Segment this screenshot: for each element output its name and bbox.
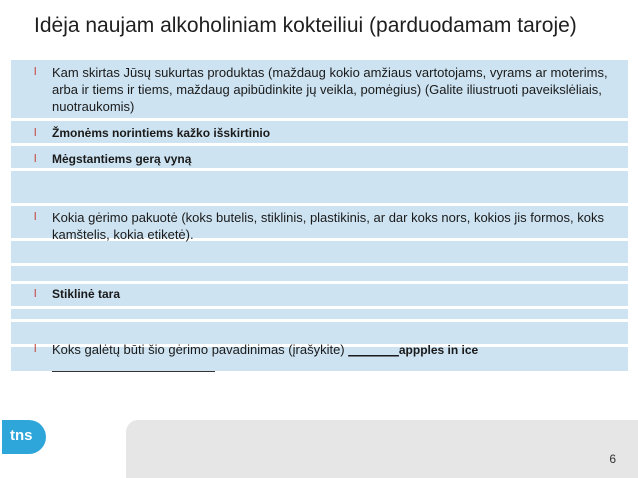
bullet-icon: l xyxy=(34,66,37,78)
bullet-icon: l xyxy=(34,343,37,355)
list-item-text: Kokia gėrimo pakuotė (koks butelis, stiklinis, plastikinis, ar dar koks nors, kokios jis formos, koks kamštelis, kokia etiketė). xyxy=(52,210,604,242)
band-9 xyxy=(11,309,628,319)
tns-logo xyxy=(2,420,46,454)
bullet-icon: l xyxy=(34,127,37,139)
question-text: Koks galėtų būti šio gėrimo pavadinimas (įrašykite) xyxy=(52,342,349,357)
list-item-text: Žmonėms norintiems kažko išskirtinio xyxy=(52,126,271,140)
answer-blank: _______ xyxy=(348,342,399,357)
list-item-text: Kam skirtas Jūsų sukurtas produktas (maždaug kokio amžiaus vartotojams, vyrams ar moterims, arba ir tiems ir tiems, maždaug apibūdinkite jų veikla, pomėgius) (Galite iliustruoti paveikslėliais, nuotraukomis) xyxy=(52,65,608,114)
footer-panel xyxy=(126,420,638,478)
band-7 xyxy=(11,266,628,281)
band-4 xyxy=(11,171,628,203)
bullet-icon: l xyxy=(34,288,37,300)
list-item-text: Stiklinė tara xyxy=(52,287,121,301)
list-item-text xyxy=(52,341,612,359)
answer-text: appples in ice xyxy=(398,343,479,357)
slide-title: Idėja naujam alkoholiniam kokteiliui (parduodamam taroje) xyxy=(34,14,577,37)
logo-text: tns xyxy=(10,427,33,444)
list-item-text: Mėgstantiems gerą vyną xyxy=(52,152,192,166)
bullet-icon: l xyxy=(34,153,37,165)
page-number: 6 xyxy=(609,452,616,466)
band-6 xyxy=(11,241,628,263)
answer-blank-line xyxy=(52,371,215,372)
bullet-icon: l xyxy=(34,211,37,223)
